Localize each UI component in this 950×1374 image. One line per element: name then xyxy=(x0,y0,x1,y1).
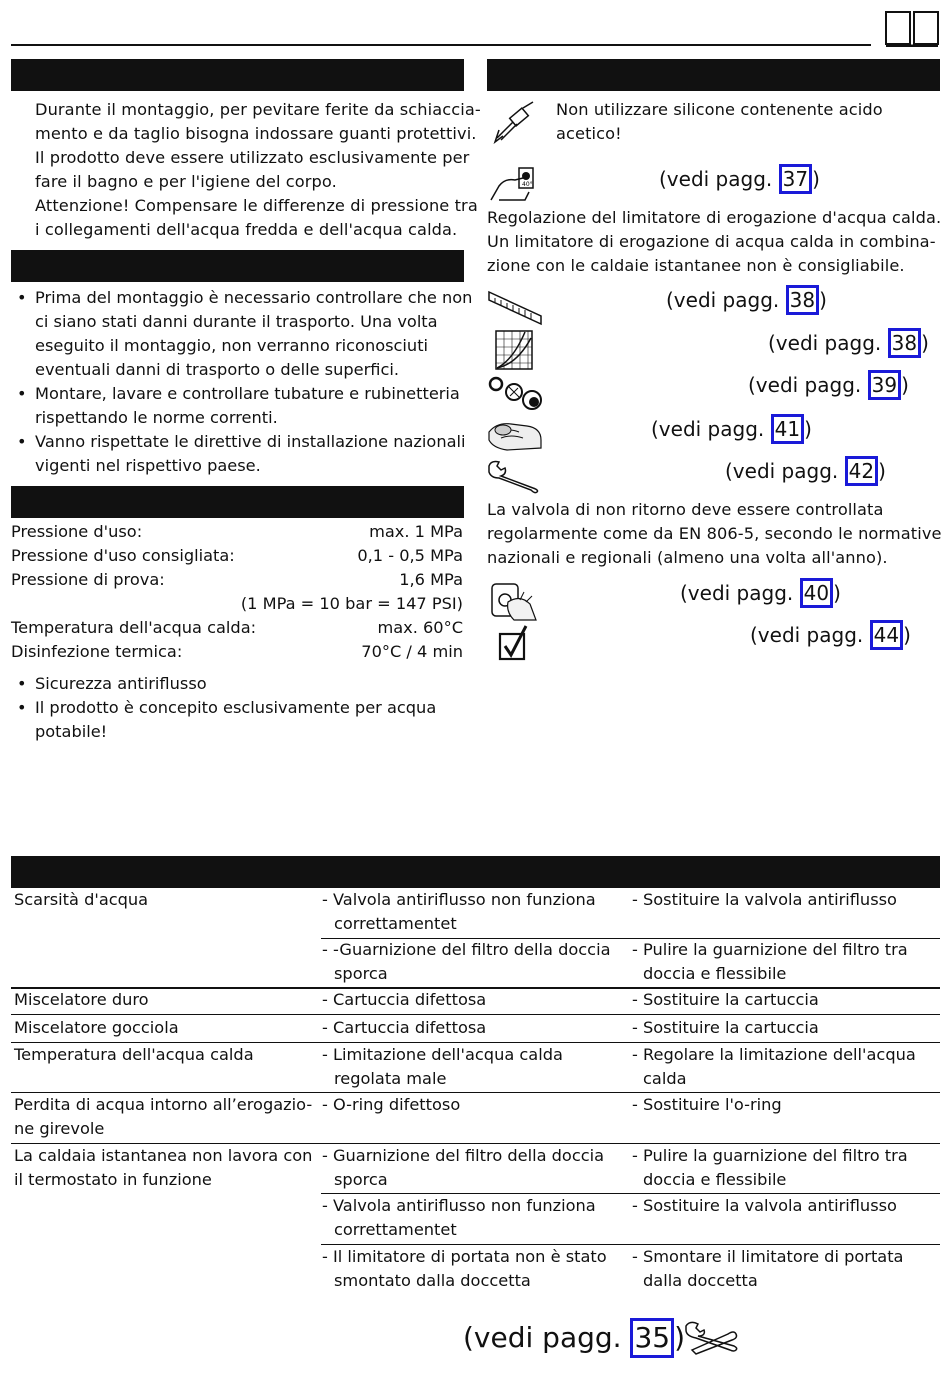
spec-label: Pressione d'uso: xyxy=(11,522,143,541)
list-item: • Vanno rispettate le direttive di installazione nazionali vigenti nel rispettivo paese. xyxy=(11,430,472,478)
tt-problem: Miscelatore duro xyxy=(14,990,149,1009)
list-item: • Sicurezza antiriflusso xyxy=(11,672,436,696)
wrench-icon xyxy=(487,458,543,494)
spec-row xyxy=(11,544,463,568)
spec-row xyxy=(11,592,463,616)
tt-problem: Scarsità d'acqua xyxy=(14,890,149,909)
page-ref-link[interactable]: 37 xyxy=(779,164,812,194)
safety-line: Durante il montaggio, per pevitare ferite da schiaccia- xyxy=(35,100,481,119)
tt-remedy: doccia e flessibile xyxy=(643,1170,787,1189)
spec-row xyxy=(11,520,463,544)
list-item: • Montare, lavare e controllare tubature e rubinetteria rispettando le norme correnti. xyxy=(11,382,472,430)
spec-value: (1 MPa = 10 bar = 147 PSI) xyxy=(240,594,463,613)
spec-value: max. 60°C xyxy=(377,618,463,637)
tt-problem: ne girevole xyxy=(14,1119,105,1138)
list-item: • Prima del montaggio è necessario controllare che non ci siano stati danni durante il trasporto. Una volta eseguito il montaggio, non verranno riconosciuti eventuali danni di trasporto o delle superfici. xyxy=(11,286,472,382)
spec-value: 70°C / 4 min xyxy=(361,642,463,661)
page-ref-link[interactable]: 41 xyxy=(771,414,804,444)
tools-icon xyxy=(684,1320,740,1356)
tt-remedy: - Smontare il limitatore di portata xyxy=(632,1247,904,1266)
page-ref-link[interactable]: 40 xyxy=(800,578,833,608)
spec-row xyxy=(11,640,463,664)
spec-label: Pressione di prova: xyxy=(11,570,165,589)
page-ref: (vedi pagg. 39 ) xyxy=(748,370,909,400)
tt-remedy: - Pulire la guarnizione del filtro tra xyxy=(632,940,908,959)
safety-line: fare il bagno e per l'igiene del corpo. xyxy=(35,172,337,191)
safety-line: Il prodotto deve essere utilizzato esclusivamente per xyxy=(35,148,470,167)
assembly-list xyxy=(11,286,472,478)
spare-parts-icon xyxy=(488,374,544,414)
tt-cause: smontato dalla doccetta xyxy=(334,1271,531,1290)
tt-problem: il termostato in funzione xyxy=(14,1170,212,1189)
section-bar-safety xyxy=(11,59,464,91)
hand-handle-icon xyxy=(487,414,543,454)
spec-value: 1,6 MPa xyxy=(399,570,463,589)
spec-value: max. 1 MPa xyxy=(369,522,463,541)
spec-row xyxy=(11,616,463,640)
tt-cause: - Guarnizione del filtro della doccia xyxy=(322,1146,605,1165)
safety-line: i collegamenti dell'acqua fredda e dell'acqua calda. xyxy=(35,220,458,239)
diagram-icon xyxy=(495,330,533,370)
page-ref: (vedi pagg. 38 ) xyxy=(666,285,827,315)
tt-cause: - Limitazione dell'acqua calda xyxy=(322,1045,563,1064)
valve-note: La valvola di non ritorno deve essere controllata regolarmente come da EN 806-5, secondo le normative nazionali e regionali (almeno una volta all'anno). xyxy=(487,500,942,567)
ruler-icon xyxy=(487,288,543,328)
tt-remedy: - Sostituire la valvola antiriflusso xyxy=(632,890,897,909)
section-bar-troubleshooting xyxy=(11,856,940,888)
page-ref: (vedi pagg. 40 ) xyxy=(680,578,841,608)
safety-line: Attenzione! Compensare le differenze di pressione tra xyxy=(35,196,478,215)
safety-text xyxy=(35,98,481,242)
table-rule xyxy=(11,1014,940,1015)
tt-remedy: doccia e flessibile xyxy=(643,964,787,983)
tt-cause: correttamentet xyxy=(334,914,457,933)
page-ref: (vedi pagg. 44 ) xyxy=(750,620,911,650)
spec-bullet-list xyxy=(11,672,436,744)
tt-remedy: - Sostituire la valvola antiriflusso xyxy=(632,1196,897,1215)
tt-cause: - Valvola antiriflusso non funziona xyxy=(322,890,596,909)
header-rule xyxy=(11,44,871,46)
tt-remedy: - Sostituire l'o-ring xyxy=(632,1095,782,1114)
page-ref-link[interactable]: 44 xyxy=(870,620,903,650)
tt-problem: Miscelatore gocciola xyxy=(14,1018,179,1037)
tt-cause: sporca xyxy=(334,1170,388,1189)
spec-label: Temperatura dell'acqua calda: xyxy=(11,618,257,637)
tt-cause: - Cartuccia difettosa xyxy=(322,1018,487,1037)
tt-cause: correttamentet xyxy=(334,1220,457,1239)
page-ref-link[interactable]: 39 xyxy=(868,370,901,400)
tt-cause: sporca xyxy=(334,964,388,983)
book-icon xyxy=(884,10,940,48)
tt-cause: - Valvola antiriflusso non funziona xyxy=(322,1196,596,1215)
spec-label: Disinfezione termica: xyxy=(11,642,183,661)
tt-remedy: - Pulire la guarnizione del filtro tra xyxy=(632,1146,908,1165)
page-ref: (vedi pagg. 42 ) xyxy=(725,456,886,486)
section-bar-notes xyxy=(487,59,940,91)
tt-cause: - O-ring difettoso xyxy=(322,1095,461,1114)
spec-label: Pressione d'uso consigliata: xyxy=(11,546,235,565)
tt-cause: regolata male xyxy=(334,1069,447,1088)
page-ref-link[interactable]: 42 xyxy=(845,456,878,486)
silicone-gun-icon xyxy=(491,100,537,144)
tt-cause: - Cartuccia difettosa xyxy=(322,990,487,1009)
silicone-note: Non utilizzare silicone contenente acido acetico! xyxy=(556,100,883,143)
section-bar-specs xyxy=(11,486,464,518)
tt-cause: - -Guarnizione del filtro della doccia xyxy=(322,940,611,959)
checkbox-icon xyxy=(497,624,529,662)
tt-problem: Temperatura dell'acqua calda xyxy=(14,1045,254,1064)
tt-remedy: - Regolare la limitazione dell'acqua xyxy=(632,1045,916,1064)
page-ref-link[interactable]: 38 xyxy=(888,328,921,358)
footer-page-ref: (vedi pagg. 35 ) xyxy=(463,1318,685,1358)
page-ref-link[interactable]: 35 xyxy=(630,1318,674,1358)
tt-remedy: calda xyxy=(643,1069,687,1088)
tt-remedy: - Sostituire la cartuccia xyxy=(632,1018,819,1037)
svg-text:40°: 40° xyxy=(522,181,533,188)
page-ref: (vedi pagg. 38 ) xyxy=(768,328,929,358)
cleaning-icon xyxy=(490,578,538,622)
page-ref-link[interactable]: 38 xyxy=(786,285,819,315)
spec-value: 0,1 - 0,5 MPa xyxy=(357,546,463,565)
tt-remedy: dalla doccetta xyxy=(643,1271,758,1290)
section-bar-assembly xyxy=(11,250,464,282)
list-item: • Il prodotto è concepito esclusivamente per acqua potabile! xyxy=(11,696,436,744)
hot-water-note: Regolazione del limitatore di erogazione d'acqua calda. Un limitatore di erogazione di acqua calda in combina- zione con le caldaie istantanee non è consigliabile. xyxy=(487,208,942,275)
spec-row xyxy=(11,568,463,592)
safety-line: mento e da taglio bisogna indossare guanti protettivi. xyxy=(35,124,477,143)
tt-problem: La caldaia istantanea non lavora con xyxy=(14,1146,313,1165)
page-ref: (vedi pagg. 37 ) xyxy=(659,164,820,194)
tt-cause: - Il limitatore di portata non è stato xyxy=(322,1247,607,1266)
tt-problem: Perdita di acqua intorno all’erogazio- xyxy=(14,1095,313,1114)
page-ref: (vedi pagg. 41 ) xyxy=(651,414,812,444)
tt-remedy: - Sostituire la cartuccia xyxy=(632,990,819,1009)
hand-thermostat-icon xyxy=(489,164,539,204)
